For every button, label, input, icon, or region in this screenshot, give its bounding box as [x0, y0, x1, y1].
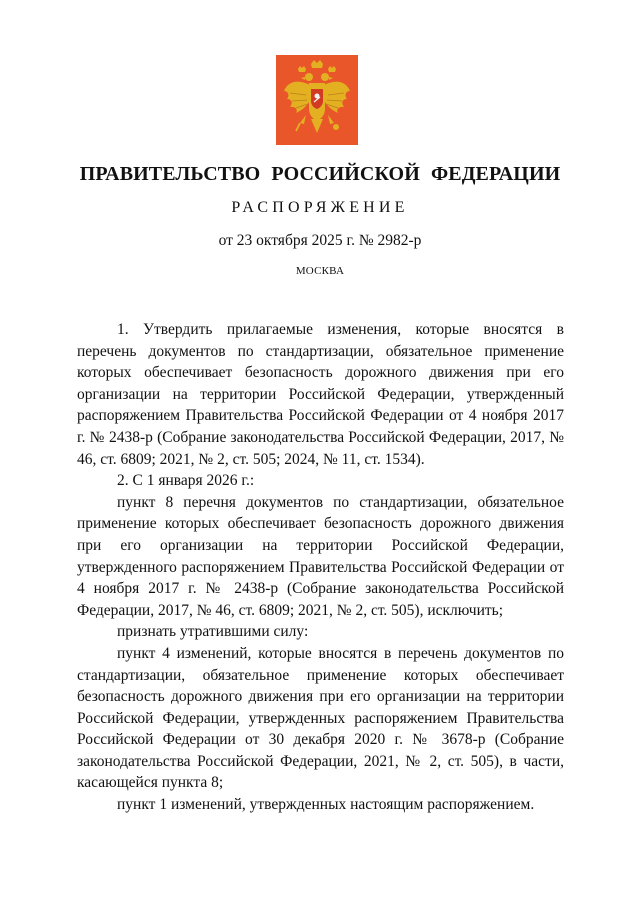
document-body — [77, 319, 564, 816]
paragraph-3: пункт 8 перечня документов по стандартизации, обязательное применение которых обеспечивает безопасность дорожного движения при его организации на территории Российской Федерации, утвержденного распоряжением Правительства Российской Федерации от 4 ноября 2017 г. № 2438-р (Собрание законодательства Российской Федерации, 2017, № 46, ст. 6809; 2021, № 2, ст. 505), исключить; — [77, 493, 564, 619]
paragraph-2: 2. С 1 января 2026 г.: — [117, 472, 255, 490]
government-title: ПРАВИТЕЛЬСТВО РОССИЙСКОЙ ФЕДЕРАЦИИ — [79, 163, 561, 185]
paragraph-6: пункт 1 изменений, утвержденных настоящим распоряжением. — [117, 796, 535, 814]
document-type: РАСПОРЯЖЕНИЕ — [231, 199, 409, 216]
paragraph-5: пункт 4 изменений, которые вносятся в перечень документов по стандартизации, обязательное применение которых обеспечивает безопасность дорожного движения при его организации на территории Российской Федерации, утвержденных распоряжением Правительства Российской Федерации от 30 декабря 2020 г. № 3678-р (Собрание законодательства Российской Федерации, 2021, № 2, ст. 505), в части, касающейся пункта 8; — [77, 644, 564, 792]
document-date-number: от 23 октября 2025 г. № 2982-р — [218, 232, 422, 249]
document-city: МОСКВА — [295, 265, 345, 277]
paragraph-1: 1. Утвердить прилагаемые изменения, которые вносятся в перечень документов по стандартизации, обязательное применение которых обеспечивает безопасность дорожного движения при его организации на территории Российской Федерации, утвержденный распоряжением Правительства Российской Федерации от 4 ноября 2017 г. № 2438-р (Собрание законодательства Российской Федерации, 2017, № 46, ст. 6809; 2021, № 2, ст. 505; 2024, № 11, ст. 1534). — [77, 321, 564, 468]
paragraph-4: признать утратившими силу: — [117, 623, 309, 641]
russian-coat-of-arms-icon — [276, 55, 358, 145]
